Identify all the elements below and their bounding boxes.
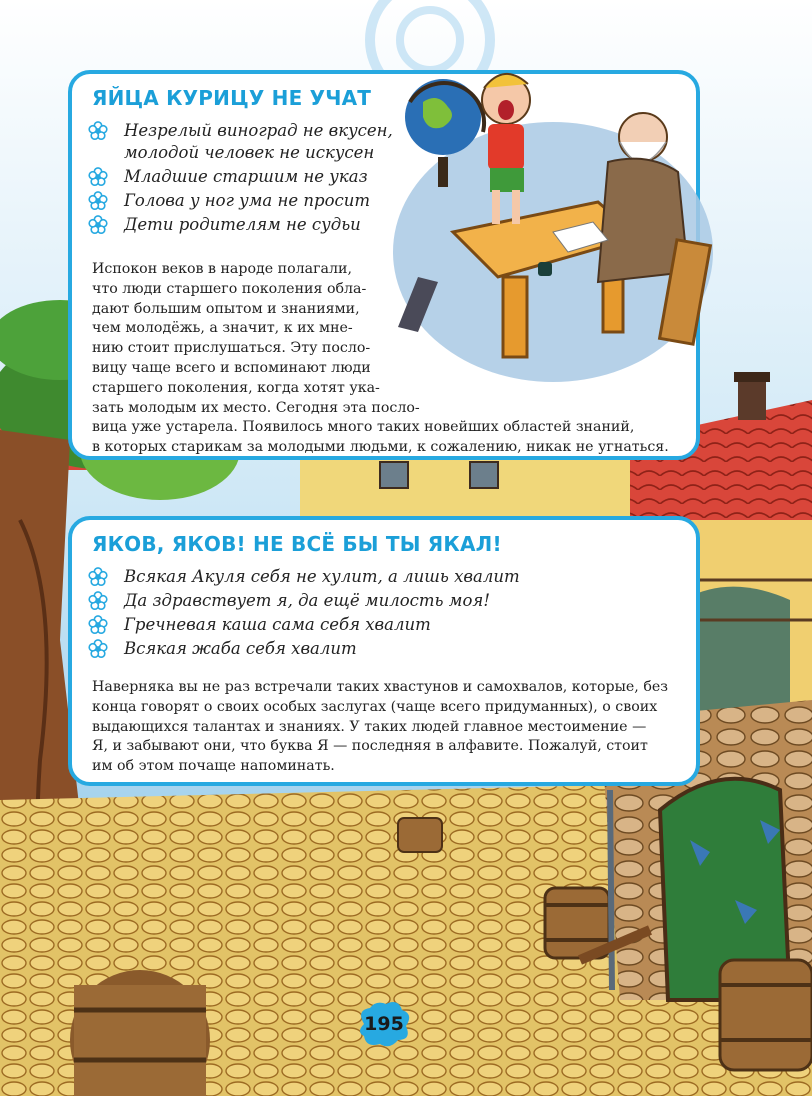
text-line: им об этом почаще напоминать. bbox=[92, 758, 335, 775]
text-line: конца говорят о своих особых заслугах (чаще всего придуманных), о своих bbox=[92, 698, 658, 715]
flower-bullet-icon bbox=[88, 121, 108, 141]
flower-bullet-icon bbox=[88, 567, 108, 587]
proverb-text: Гречневая каша сама себя хвалит bbox=[124, 615, 431, 634]
proverb-text: Всякая жаба себя хвалит bbox=[124, 639, 357, 658]
proverb-list bbox=[88, 566, 520, 662]
text-line: дают большим опытом и знаниями, bbox=[92, 300, 360, 317]
text-line: Наверняка вы не раз встречали таких хвастунов и самохвалов, которые, без bbox=[92, 679, 668, 695]
page-number-badge bbox=[356, 1000, 412, 1048]
text-line: выдающихся талантах и знаниях. У таких людей главное местоимение — bbox=[92, 718, 647, 735]
flower-bullet-icon bbox=[88, 191, 108, 211]
flower-bullet-icon bbox=[88, 639, 108, 659]
text-line: вица уже устарела. Появилось много таких новейших областей знаний, bbox=[92, 419, 635, 436]
proverb-text: Всякая Акуля себя не хулит, а лишь хвалит bbox=[124, 567, 520, 586]
proverb-text: Незрелый виноград не вкусен, молодой человек не искусен bbox=[124, 121, 393, 162]
text-line: зать молодым их место. Сегодня эта посло- bbox=[92, 399, 420, 416]
proverb-text: Дети родителям не судьи bbox=[124, 215, 361, 234]
proverb-text: Да здравствует я, да ещё милость моя! bbox=[124, 591, 490, 610]
proverb-item bbox=[88, 166, 393, 188]
proverb-item bbox=[88, 614, 520, 636]
proverb-item bbox=[88, 214, 393, 236]
flower-bullet-icon bbox=[88, 167, 108, 187]
proverb-list bbox=[88, 120, 393, 238]
text-line: Испокон веков в народе полагали, bbox=[92, 261, 352, 277]
section-heading: ЯЙЦА КУРИЦУ НЕ УЧАТ bbox=[92, 86, 372, 110]
flower-bullet-icon bbox=[88, 215, 108, 235]
text-line: нию стоит прислушаться. Эту посло- bbox=[92, 340, 371, 357]
section-body-text bbox=[92, 678, 684, 777]
proverb-item bbox=[88, 638, 520, 660]
text-line: что люди старшего поколения обла- bbox=[92, 280, 367, 297]
proverb-item bbox=[88, 566, 520, 588]
proverb-item bbox=[88, 590, 520, 612]
section-heading: ЯКОВ, ЯКОВ! НЕ ВСЁ БЫ ТЫ ЯКАЛ! bbox=[92, 532, 502, 556]
text-line: вицу чаще всего и вспоминают люди bbox=[92, 359, 371, 376]
boy-and-old-man-illustration bbox=[388, 62, 718, 392]
proverb-text: Голова у ног ума не просит bbox=[124, 191, 371, 210]
proverb-text: Младшие старшим не указ bbox=[124, 167, 368, 186]
proverb-item bbox=[88, 190, 393, 212]
proverb-card-2 bbox=[68, 516, 700, 786]
flower-bullet-icon bbox=[88, 591, 108, 611]
text-line: в которых старикам за молодыми людьми, к сожалению, никак не угнаться. bbox=[92, 439, 669, 456]
page-number: 195 bbox=[364, 1013, 404, 1035]
text-line: чем молодёжь, а значит, к их мне- bbox=[92, 320, 353, 337]
proverb-item bbox=[88, 120, 393, 164]
text-line: старшего поколения, когда хотят ука- bbox=[92, 379, 380, 396]
flower-bullet-icon bbox=[88, 615, 108, 635]
text-line: Я, и забывают они, что буква Я — последняя в алфавите. Пожалуй, стоит bbox=[92, 738, 648, 755]
